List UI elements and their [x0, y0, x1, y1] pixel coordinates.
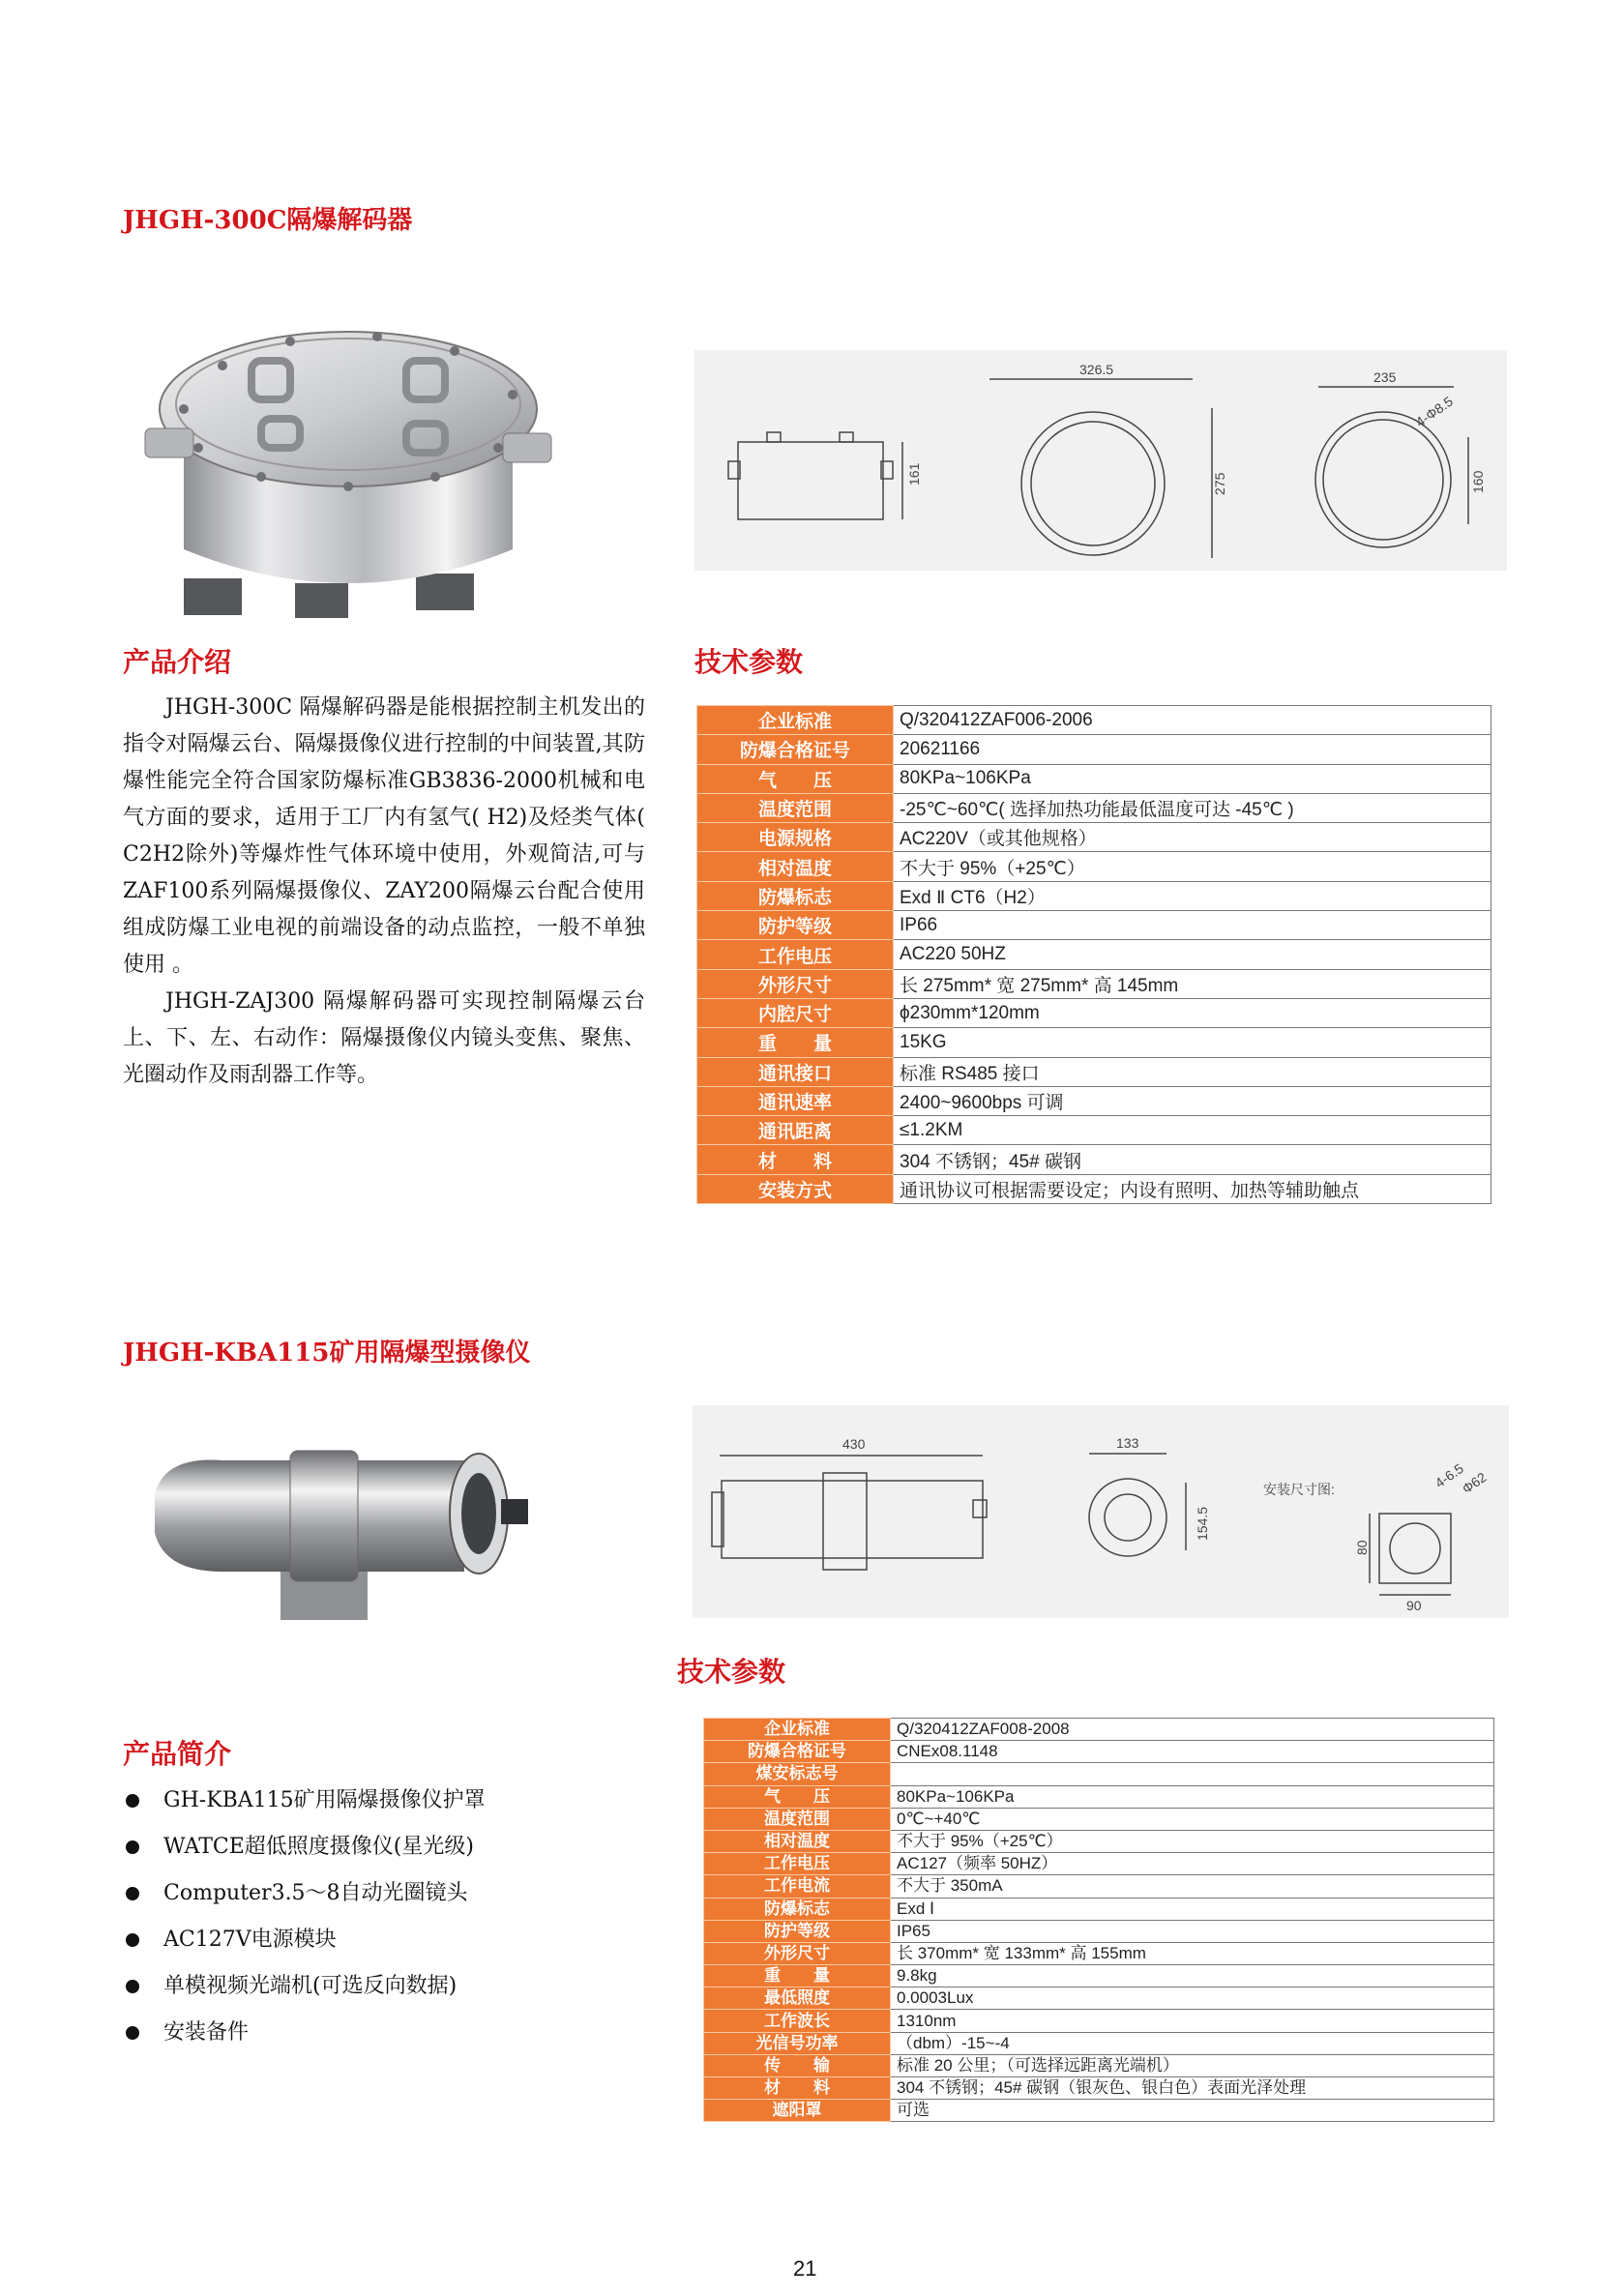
spec-key-cell: 温度范围	[697, 793, 894, 822]
spec-key-cell: 遮阳罩	[704, 2100, 891, 2122]
list-item: AC127V电源模块	[123, 1917, 664, 1963]
spec-key-cell: 防爆标志	[704, 1898, 891, 1920]
spec-key-cell: 煤安标志号	[704, 1763, 891, 1785]
spec-key-cell: 外形尺寸	[704, 1942, 891, 1964]
dim-161: 161	[906, 462, 922, 486]
spec-key-cell: 通讯速率	[697, 1086, 894, 1115]
page-number: 21	[793, 2256, 817, 2281]
spec-value-cell: 9.8kg	[891, 1965, 1494, 1987]
spec-value-cell: 通讯协议可根据需要设定；内设有照明、加热等辅助触点	[894, 1174, 1491, 1203]
spec-value-cell: CNEx08.1148	[891, 1741, 1494, 1763]
spec-value-cell: 80KPa~106KPa	[894, 764, 1491, 793]
spec-value-cell: AC127（频率 50HZ）	[891, 1853, 1494, 1875]
spec-value-cell: -25℃~60℃( 选择加热功能最低温度可达 -45℃ )	[894, 793, 1491, 822]
spec-key-cell: 气 压	[704, 1785, 891, 1808]
dim-160: 160	[1470, 470, 1486, 493]
spec-value-cell: Q/320412ZAF006-2006	[894, 706, 1491, 735]
spec-value-cell: 80KPa~106KPa	[891, 1785, 1494, 1808]
table-row	[697, 1086, 1491, 1115]
spec-key-cell: 相对温度	[697, 852, 894, 881]
spec-key-cell: 工作电压	[704, 1853, 891, 1875]
install-size-label: 安装尺寸图:	[1263, 1482, 1335, 1497]
spec-key-cell: 温度范围	[704, 1808, 891, 1830]
dim-4-6-5: 4-6.5	[1432, 1460, 1466, 1491]
spec-value-cell: 2400~9600bps 可调	[894, 1086, 1491, 1115]
decoder-dimension-drawing	[694, 350, 1507, 571]
table-row	[704, 1987, 1494, 2010]
spec-value-cell: 304 不锈钢；45# 碳钢（银灰色、银白色）表面光泽处理	[891, 2077, 1494, 2100]
product2-feature-list	[123, 1778, 664, 2056]
table-row	[704, 2054, 1494, 2076]
spec-value-cell: 不大于 95%（+25℃）	[894, 852, 1491, 881]
spec-key-cell: 重 量	[704, 1965, 891, 1987]
table-row	[704, 2032, 1494, 2054]
spec-key-cell: 防护等级	[697, 911, 894, 940]
spec-value-cell: IP66	[894, 911, 1491, 940]
spec-value-cell: 可选	[891, 2100, 1494, 2122]
table-row	[697, 1057, 1491, 1086]
spec-value-cell: （dbm）-15~-4	[891, 2032, 1494, 2054]
spec-key-cell: 重 量	[697, 1028, 894, 1057]
spec-value-cell: ϕ230mm*120mm	[894, 998, 1491, 1027]
spec-value-cell: 不大于 350mA	[891, 1875, 1494, 1898]
spec-key-cell: 防爆合格证号	[697, 735, 894, 764]
dim-80: 80	[1354, 1540, 1370, 1555]
table-row	[704, 1763, 1494, 1785]
list-item: 安装备件	[123, 2010, 664, 2056]
spec-value-cell: 标准 RS485 接口	[894, 1057, 1491, 1086]
spec-value-cell	[891, 1763, 1494, 1785]
product1-intro-text	[123, 690, 645, 1094]
table-row	[697, 969, 1491, 998]
table-row	[697, 852, 1491, 881]
spec-key-cell: 材 料	[704, 2077, 891, 2100]
spec-key-cell: 通讯接口	[697, 1057, 894, 1086]
dim-4-phi-8-5: 4-Φ8.5	[1412, 393, 1457, 430]
table-row	[704, 2077, 1494, 2100]
spec-key-cell: 最低照度	[704, 1987, 891, 2010]
table-row	[697, 706, 1491, 735]
spec-value-cell: 304 不锈钢；45# 碳钢	[894, 1145, 1491, 1174]
spec-key-cell: 企业标准	[704, 1719, 891, 1741]
spec-key-cell: 安装方式	[697, 1174, 894, 1203]
table-row	[704, 1853, 1494, 1875]
spec-key-cell: 企业标准	[697, 706, 894, 735]
spec-value-cell: 1310nm	[891, 2010, 1494, 2032]
spec-key-cell: 内腔尺寸	[697, 998, 894, 1027]
table-row	[704, 1920, 1494, 1942]
product1-spec-table	[696, 705, 1491, 1204]
table-row	[697, 764, 1491, 793]
product2-title: JHGH-KBA115矿用隔爆型摄像仪	[123, 1339, 531, 1368]
table-row	[697, 911, 1491, 940]
spec-key-cell: 防爆合格证号	[704, 1741, 891, 1763]
dim-430: 430	[842, 1436, 866, 1452]
product2-spec-table	[703, 1718, 1494, 2122]
intro-paragraph-2: JHGH-ZAJ300 隔爆解码器可实现控制隔爆云台上、下、左、右动作：隔爆摄像仪内镜头变焦、聚焦、 光圈动作及雨刮器工作等。	[123, 989, 645, 1087]
spec-value-cell: 长 370mm* 宽 133mm* 高 155mm	[891, 1942, 1494, 1964]
dim-90: 90	[1406, 1598, 1422, 1613]
spec-value-cell: 15KG	[894, 1028, 1491, 1057]
spec-value-cell: 0℃~+40℃	[891, 1808, 1494, 1830]
table-row	[704, 1830, 1494, 1852]
dim-275: 275	[1212, 472, 1227, 495]
spec-value-cell: 长 275mm* 宽 275mm* 高 145mm	[894, 969, 1491, 998]
spec-key-cell: 材 料	[697, 1145, 894, 1174]
spec-key-cell: 工作电流	[704, 1875, 891, 1898]
spec-value-cell: ≤1.2KM	[894, 1116, 1491, 1145]
table-row	[704, 1875, 1494, 1898]
table-row	[704, 1898, 1494, 1920]
spec-key-cell: 外形尺寸	[697, 969, 894, 998]
spec-key-cell: 电源规格	[697, 823, 894, 852]
table-row	[704, 1719, 1494, 1741]
table-row	[697, 1028, 1491, 1057]
table-row	[697, 735, 1491, 764]
camera-product-photo	[145, 1436, 571, 1630]
spec-value-cell: Exd Ⅰ	[891, 1898, 1494, 1920]
spec-key-cell: 相对温度	[704, 1830, 891, 1852]
table-row	[704, 1965, 1494, 1987]
dim-235: 235	[1373, 369, 1397, 385]
list-item: WATCE超低照度摄像仪(星光级)	[123, 1824, 664, 1870]
table-row	[697, 940, 1491, 969]
spec-value-cell: 标准 20 公里；（可选择远距离光端机）	[891, 2054, 1494, 2076]
table-row	[697, 823, 1491, 852]
table-row	[697, 1116, 1491, 1145]
spec-value-cell: Exd Ⅱ CT6（H2）	[894, 881, 1491, 910]
spec-value-cell: 不大于 95%（+25℃）	[891, 1830, 1494, 1852]
dim-phi-62: Φ62	[1459, 1469, 1490, 1497]
dim-154-5: 154.5	[1195, 1506, 1210, 1541]
list-item: Computer3.5～8自动光圈镜头	[123, 1870, 664, 1917]
spec-key-cell: 传 输	[704, 2054, 891, 2076]
spec-value-cell: Q/320412ZAF008-2008	[891, 1719, 1494, 1741]
spec-key-cell: 工作波长	[704, 2010, 891, 2032]
table-row	[704, 2010, 1494, 2032]
table-row	[697, 1174, 1491, 1203]
spec-key-cell: 气 压	[697, 764, 894, 793]
spec-value-cell: AC220V（或其他规格）	[894, 823, 1491, 852]
dim-326-5: 326.5	[1079, 362, 1114, 377]
product2-spec-heading: 技术参数	[677, 1656, 786, 1688]
spec-value-cell: AC220 50HZ	[894, 940, 1491, 969]
spec-value-cell: 0.0003Lux	[891, 1987, 1494, 2010]
spec-key-cell: 防护等级	[704, 1920, 891, 1942]
spec-key-cell: 工作电压	[697, 940, 894, 969]
decoder-product-photo	[126, 308, 571, 627]
table-row	[704, 1785, 1494, 1808]
list-item: GH-KBA115矿用隔爆摄像仪护罩	[123, 1778, 664, 1824]
product1-title: JHGH-300C隔爆解码器	[123, 206, 413, 235]
spec-key-cell: 光信号功率	[704, 2032, 891, 2054]
dim-133: 133	[1116, 1435, 1139, 1451]
product1-spec-heading: 技术参数	[694, 646, 804, 678]
intro-paragraph-1: JHGH-300C 隔爆解码器是能根据控制主机发出的指令对隔爆云台、隔爆摄像仪进行控制的中间装置,其防爆性能完全符合国家防爆标准GB3836-2000机械和电气方面的要求，适用于工厂内有氢气( H2)及烃类气体( C2H2除外)等爆炸性气体环境中使用，外观简洁,可与ZAF100系列隔爆摄像仪、ZAY200隔爆云台配合使用组成防爆工业电视的前端设备的动点监控，一般不单独使用 。	[123, 695, 645, 977]
camera-dimension-drawing	[693, 1405, 1509, 1618]
table-row	[697, 1145, 1491, 1174]
table-row	[704, 1808, 1494, 1830]
product2-intro-heading: 产品简介	[123, 1738, 232, 1770]
spec-key-cell: 通讯距离	[697, 1116, 894, 1145]
table-row	[697, 793, 1491, 822]
spec-value-cell: 20621166	[894, 735, 1491, 764]
table-row	[697, 998, 1491, 1027]
product1-intro-heading: 产品介绍	[123, 646, 232, 678]
list-item: 单模视频光端机(可选反向数据)	[123, 1963, 664, 2010]
table-row	[697, 881, 1491, 910]
spec-key-cell: 防爆标志	[697, 881, 894, 910]
table-row	[704, 2100, 1494, 2122]
table-row	[704, 1942, 1494, 1964]
spec-value-cell: IP65	[891, 1920, 1494, 1942]
table-row	[704, 1741, 1494, 1763]
